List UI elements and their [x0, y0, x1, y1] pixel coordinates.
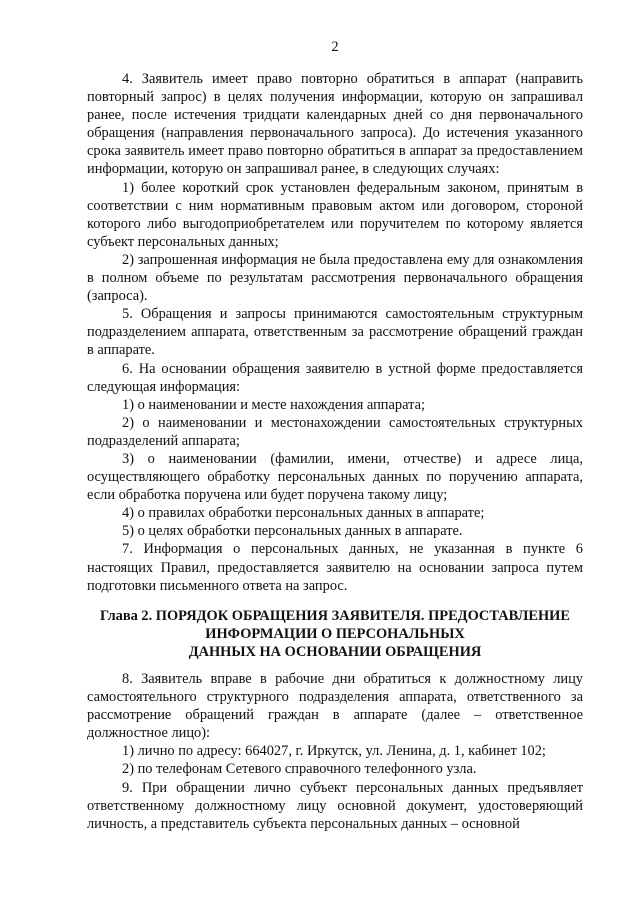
paragraph-6-item-3: 3) о наименовании (фамилии, имени, отчестве) и адресе лица, осуществляющего обработку персональных данных по поручению аппарата, если обработка поручена или будет поручена такому лицу; [87, 450, 583, 504]
paragraph-6-item-2: 2) о наименовании и местонахождении самостоятельных структурных подразделений аппарата; [87, 414, 583, 449]
document-body [87, 70, 583, 833]
paragraph-4: 4. Заявитель имеет право повторно обратиться в аппарат (направить повторный запрос) в целях получения информации, которую он запрашивал ранее, после истечения тридцати календарных дней со дня первоначального обращения (направления первоначального запроса). До истечения указанного срока заявитель имеет право повторно обратиться в аппарат за предоставлением информации, которую он запрашивал ранее, в следующих случаях: [87, 71, 583, 178]
paragraph-4-item-1: 1) более короткий срок установлен федеральным законом, принятым в соответствии с ним нормативным правовым актом или договором, стороной которого либо выгодоприобретателем или поручителем по которому является субъект персональных данных; [87, 179, 583, 250]
chapter-heading-line-2: ИНФОРМАЦИИ О ПЕРСОНАЛЬНЫХ [205, 625, 465, 642]
paragraph-4-item-2: 2) запрошенная информация не была предоставлена ему для ознакомления в полном объеме по результатам рассмотрения первоначального обращения (запроса). [87, 251, 583, 305]
section-paragraphs-top [87, 70, 583, 595]
page-number: 2 [331, 39, 339, 55]
paragraph-8: 8. Заявитель вправе в рабочие дни обратиться к должностному лицу самостоятельного структурного подразделения аппарата, ответственного за рассмотрение обращений граждан в аппарате (далее – ответственное должностное лицо): [87, 671, 583, 742]
document-page [87, 0, 583, 905]
paragraph-6-item-5: 5) о целях обработки персональных данных в аппарате. [122, 523, 463, 540]
paragraph-6-item-4: 4) о правилах обработки персональных данных в аппарате; [122, 505, 485, 522]
chapter-heading-line-1: Глава 2. ПОРЯДОК ОБРАЩЕНИЯ ЗАЯВИТЕЛЯ. ПРЕДОСТАВЛЕНИЕ [100, 607, 570, 624]
paragraph-8-item-1: 1) лично по адресу: 664027, г. Иркутск, ул. Ленина, д. 1, кабинет 102; [122, 743, 546, 760]
chapter-heading [87, 595, 583, 670]
section-paragraphs-bottom [87, 670, 583, 833]
chapter-heading-line-3: ДАННЫХ НА ОСНОВАНИИ ОБРАЩЕНИЯ [188, 643, 482, 660]
paragraph-8-item-2: 2) по телефонам Сетевого справочного телефонного узла. [122, 761, 477, 778]
paragraph-9: 9. При обращении лично субъект персональных данных предъявляет ответственному должностному лицу основной документ, удостоверяющий личность, а представитель субъекта персональных данных – основной [87, 779, 583, 832]
paragraph-5: 5. Обращения и запросы принимаются самостоятельным структурным подразделением аппарата, ответственным за рассмотрение обращений граждан в аппарате. [87, 306, 583, 359]
paragraph-7: 7. Информация о персональных данных, не указанная в пункте 6 настоящих Правил, предоставляется заявителю на основании запроса путем подготовки письменного ответа на запрос. [87, 541, 583, 594]
paragraph-6-item-1: 1) о наименовании и месте нахождения аппарата; [122, 396, 425, 413]
paragraph-6: 6. На основании обращения заявителю в устной форме предоставляется следующая информация: [87, 360, 583, 395]
